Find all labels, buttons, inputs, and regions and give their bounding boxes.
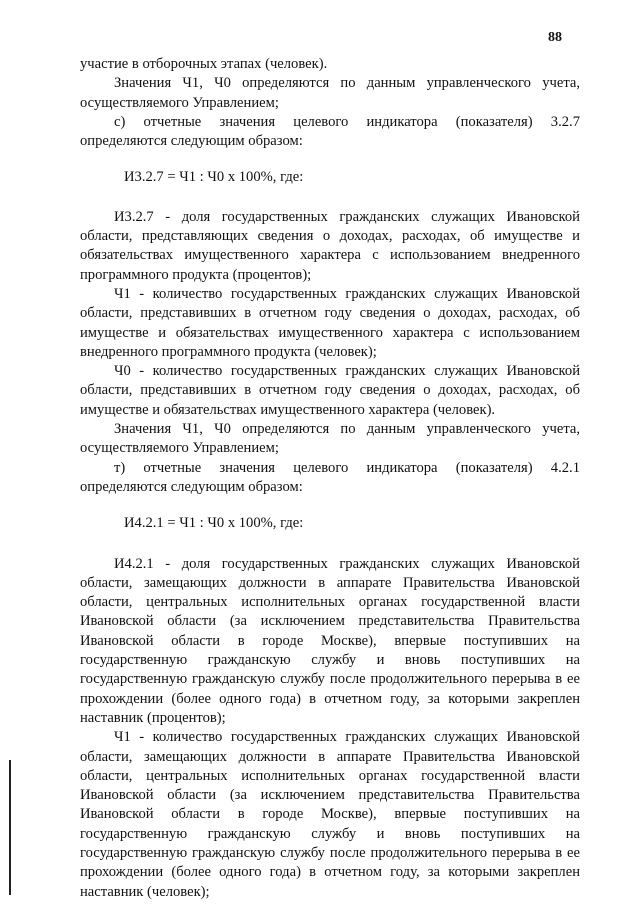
page-number: 88 <box>548 30 562 45</box>
paragraph-item-t: т) отчетные значения целевого индикатора (показателя) 4.2.1 определяются следующим образом: <box>80 459 580 495</box>
paragraph-values-source-2: Значения Ч1, Ч0 определяются по данным управленческого учета, осуществляемого Управлением; <box>80 421 580 457</box>
paragraph-continuation: участие в отборочных этапах (человек). <box>80 56 328 72</box>
definition-i-4-2-1: И4.2.1 - доля государственных гражданских служащих Ивановской области, замещающих должности в аппарате Правительства Ивановской области, центральных исполнительных органах государственной власти Ивановской области (за исключением представительства Правительства Ивановской области в городе Москве), впервые поступивших на государственную гражданскую службу и вновь поступивших на государственную гражданскую службу после продолжительного перерыва в ее прохождении (более одного года) в отчетном году, за которыми закреплен наставник (процентов); <box>80 555 580 726</box>
paragraph-item-s: с) отчетные значения целевого индикатора (показателя) 3.2.7 определяются следующим образом: <box>80 113 580 150</box>
formula-3-2-7: И3.2.7 = Ч1 : Ч0 x 100%, где: <box>124 169 304 186</box>
document-body <box>80 55 580 902</box>
paragraph-values-source-1: Значения Ч1, Ч0 определяются по данным управленческого учета, осуществляемого Управлением; <box>80 75 580 111</box>
definition-ch1-4-2-1: Ч1 - количество государственных гражданских служащих Ивановской области, замещающих должности в аппарате Правительства Ивановской области, центральных исполнительных органах государственной власти Ивановской области (за исключением представительства Правительства Ивановской области в городе Москве), впервые поступивших на государственную гражданскую службу и вновь поступивших на государственную гражданскую службу после продолжительного перерыва в ее прохождении (более одного года) в отчетном году, за которыми закреплен наставник (человек); <box>80 729 580 900</box>
scan-margin-line <box>9 760 11 895</box>
formula-4-2-1: И4.2.1 = Ч1 : Ч0 x 100%, где: <box>124 515 304 532</box>
definition-ch0-3-2-7: Ч0 - количество государственных гражданских служащих Ивановской области, представивших в отчетном году сведения о доходах, расходах, об имуществе и обязательствах имущественного характера (человек). <box>80 363 580 418</box>
definition-ch1-3-2-7: Ч1 - количество государственных гражданских служащих Ивановской области, представивших в отчетном году сведения о доходах, расходах, об имуществе и обязательствах имущественного характера с использованием внедренного программного продукта (человек); <box>80 285 580 360</box>
definition-i-3-2-7: И3.2.7 - доля государственных гражданских служащих Ивановской области, представляющих сведения о доходах, расходах, об имуществе и обязательствах имущественного характера с использованием внедренного программного продукта (процентов); <box>80 208 580 283</box>
